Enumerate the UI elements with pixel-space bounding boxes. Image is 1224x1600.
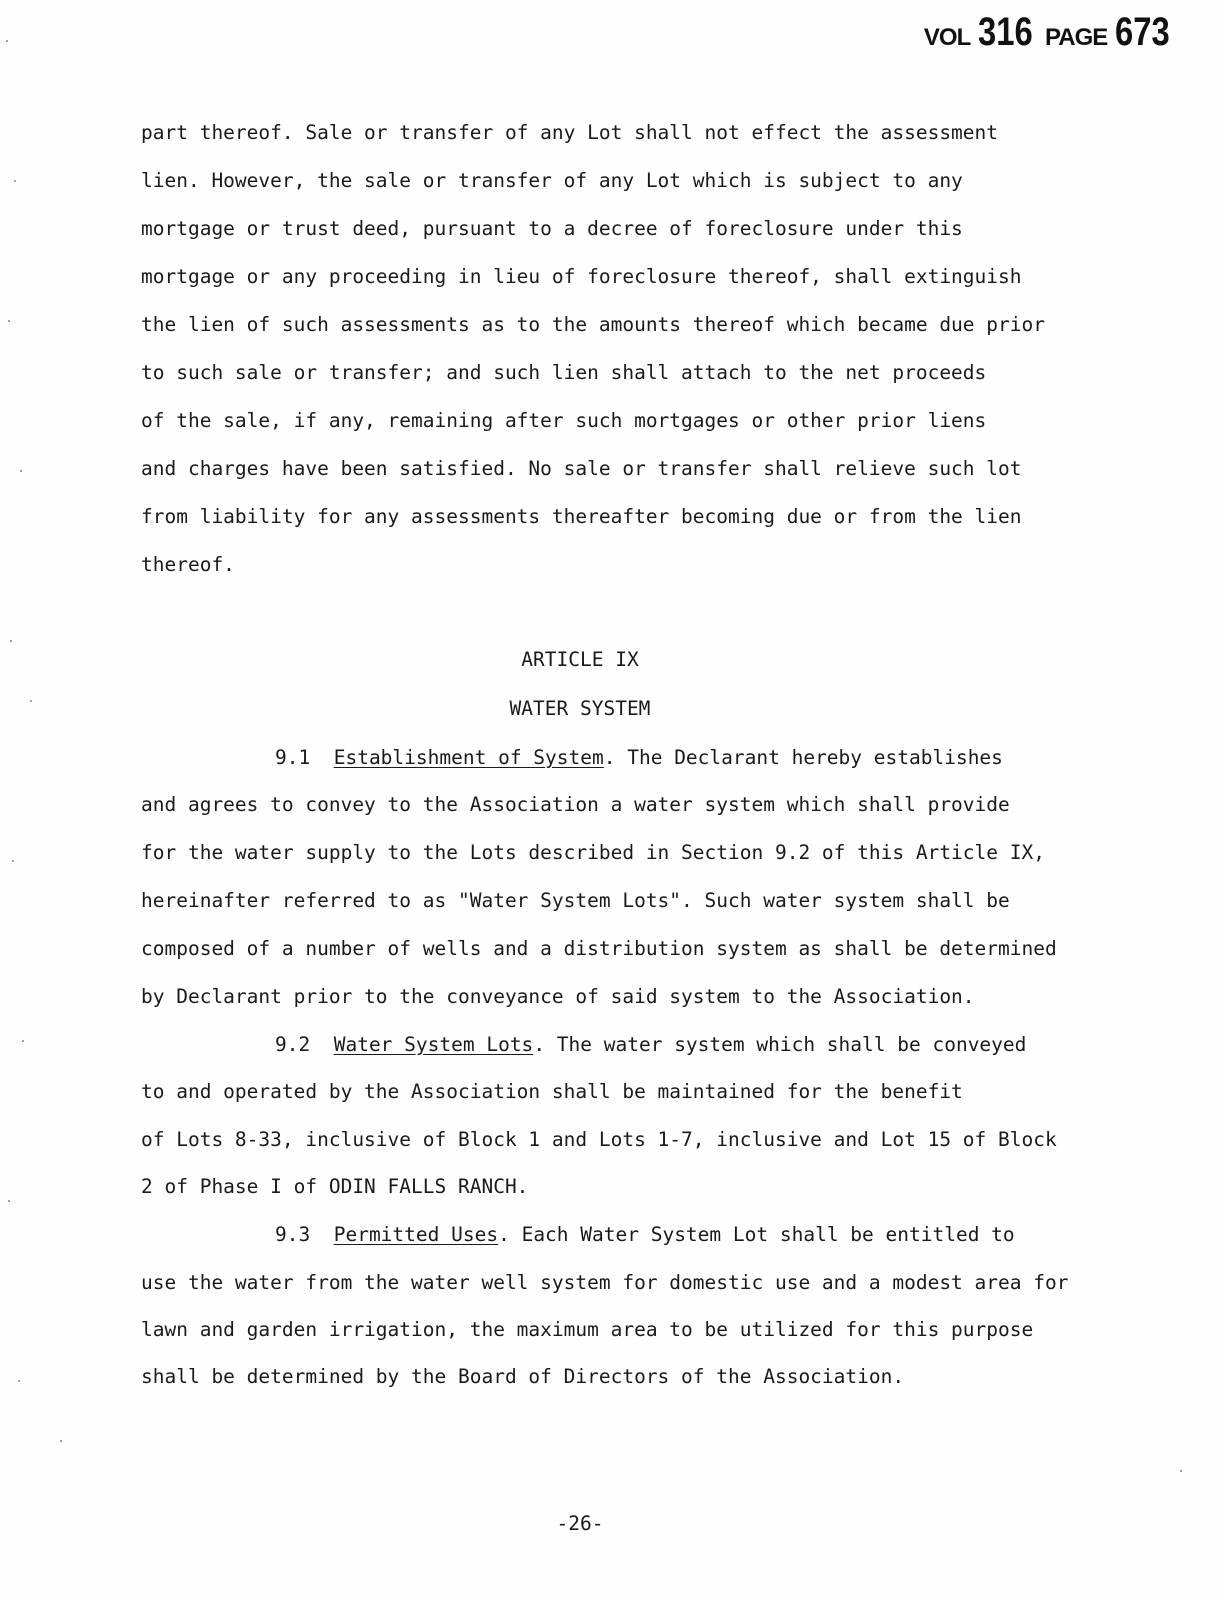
text-line: mortgage or any proceeding in lieu of foreclosure thereof, shall extinguish xyxy=(141,265,1022,288)
text-line: mortgage or trust deed, pursuant to a decree of foreclosure under this xyxy=(141,217,963,240)
scan-speck xyxy=(8,1200,10,1202)
text-line: hereinafter referred to as "Water System Lots". Such water system shall be xyxy=(141,889,1010,912)
section-9-1-first-line xyxy=(275,746,1003,770)
scan-speck xyxy=(6,40,8,42)
scan-speck xyxy=(1180,1470,1182,1472)
section-heading: Water System Lots xyxy=(333,1033,534,1056)
recording-stamp xyxy=(924,10,1172,55)
page-number-stamp: 673 xyxy=(1115,10,1170,54)
scan-speck xyxy=(60,1440,62,1442)
text-line: to such sale or transfer; and such lien shall attach to the net proceeds xyxy=(141,361,987,384)
text-line: from liability for any assessments thereafter becoming due or from the lien xyxy=(141,505,1022,528)
scan-speck xyxy=(30,700,32,702)
section-heading: Establishment of System xyxy=(333,746,604,769)
text-line: use the water from the water well system for domestic use and a modest area for xyxy=(141,1271,1069,1294)
text-line: the lien of such assessments as to the amounts thereof which became due prior xyxy=(141,313,1045,336)
scan-speck xyxy=(14,180,16,182)
section-number: 9.2 xyxy=(275,1033,311,1056)
text-line: to and operated by the Association shall be maintained for the benefit xyxy=(141,1080,963,1103)
article-title: WATER SYSTEM xyxy=(509,697,651,720)
text-line: for the water supply to the Lots described in Section 9.2 of this Article IX, xyxy=(141,841,1045,864)
scan-speck xyxy=(12,860,14,862)
section-first-line-rest: . The water system which shall be conveyed xyxy=(533,1033,1027,1056)
page-label: PAGE xyxy=(1045,24,1108,51)
text-line: part thereof. Sale or transfer of any Lot shall not effect the assessment xyxy=(141,121,999,144)
text-line: and agrees to convey to the Association a water system which shall provide xyxy=(141,793,1010,816)
text-line: shall be determined by the Board of Directors of the Association. xyxy=(141,1365,905,1388)
section-number: 9.3 xyxy=(275,1223,311,1246)
text-line: and charges have been satisfied. No sale or transfer shall relieve such lot xyxy=(141,457,1022,480)
section-9-3-first-line xyxy=(275,1223,1015,1247)
text-line: of Lots 8-33, inclusive of Block 1 and Lots 1-7, inclusive and Lot 15 of Block xyxy=(141,1128,1057,1151)
text-line: by Declarant prior to the conveyance of said system to the Association. xyxy=(141,985,975,1008)
scan-speck xyxy=(20,470,22,472)
section-number: 9.1 xyxy=(275,746,311,769)
scan-speck xyxy=(8,320,10,322)
section-9-2-first-line xyxy=(275,1033,1026,1057)
text-line: lien. However, the sale or transfer of any Lot which is subject to any xyxy=(141,169,963,192)
scan-speck xyxy=(18,1380,20,1382)
section-first-line-rest: . The Declarant hereby establishes xyxy=(603,746,1003,769)
text-line: thereof. xyxy=(141,553,235,576)
vol-label: VOL xyxy=(923,24,971,51)
section-heading: Permitted Uses xyxy=(333,1223,499,1246)
text-line: lawn and garden irrigation, the maximum area to be utilized for this purpose xyxy=(141,1318,1034,1341)
text-line: composed of a number of wells and a distribution system as shall be determined xyxy=(141,937,1057,960)
scan-speck xyxy=(10,640,12,642)
vol-number: 316 xyxy=(978,10,1034,54)
section-first-line-rest: . Each Water System Lot shall be entitled to xyxy=(498,1223,1015,1246)
text-line: 2 of Phase I of ODIN FALLS RANCH. xyxy=(141,1175,529,1198)
article-number: ARTICLE IX xyxy=(521,648,639,671)
scan-speck xyxy=(22,1040,24,1042)
page-footer-number: -26- xyxy=(556,1512,604,1535)
text-line: of the sale, if any, remaining after such mortgages or other prior liens xyxy=(141,409,987,432)
